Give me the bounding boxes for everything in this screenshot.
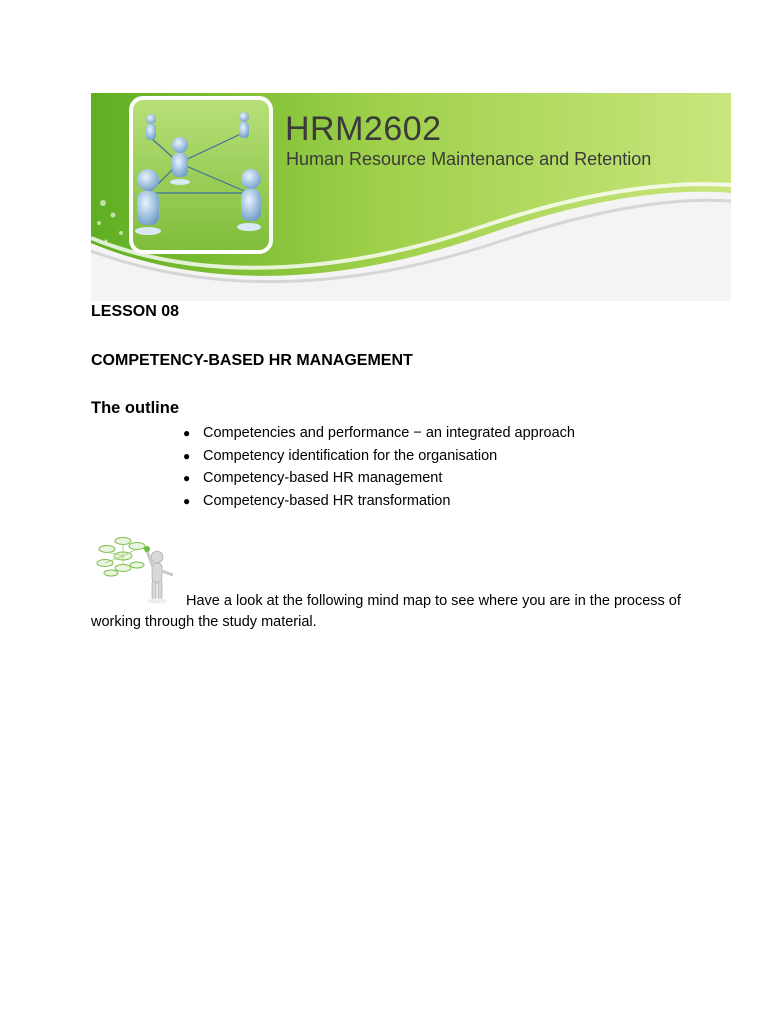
bullet-icon: ● — [183, 426, 191, 440]
outline-item — [183, 491, 575, 514]
outline-item-text: Competency identification for the organisation — [203, 447, 498, 464]
bullet-icon: ● — [183, 471, 191, 485]
course-code: HRM2602 — [285, 110, 442, 148]
instruction-text — [91, 591, 691, 633]
outline-list — [183, 423, 575, 513]
outline-item — [183, 446, 575, 469]
bullet-icon: ● — [183, 448, 191, 463]
lesson-title: COMPETENCY-BASED HR MANAGEMENT — [91, 352, 413, 369]
bullet-icon: ● — [183, 493, 191, 508]
course-title: Human Resource Maintenance and Retention — [286, 149, 652, 169]
outline-item — [183, 423, 575, 446]
lesson-label: LESSON 08 — [91, 303, 180, 320]
outline-item — [183, 468, 575, 491]
instruction-body: Have a look at the following mind map to see where you are in the process of working through the study material. — [91, 593, 681, 630]
outline-item-text: Competency-based HR management — [203, 470, 443, 486]
outline-item-text: Competency-based HR transformation — [203, 492, 451, 509]
outline-heading: The outline — [91, 399, 179, 417]
outline-item-text: Competencies and performance − an integrated approach — [203, 425, 576, 441]
